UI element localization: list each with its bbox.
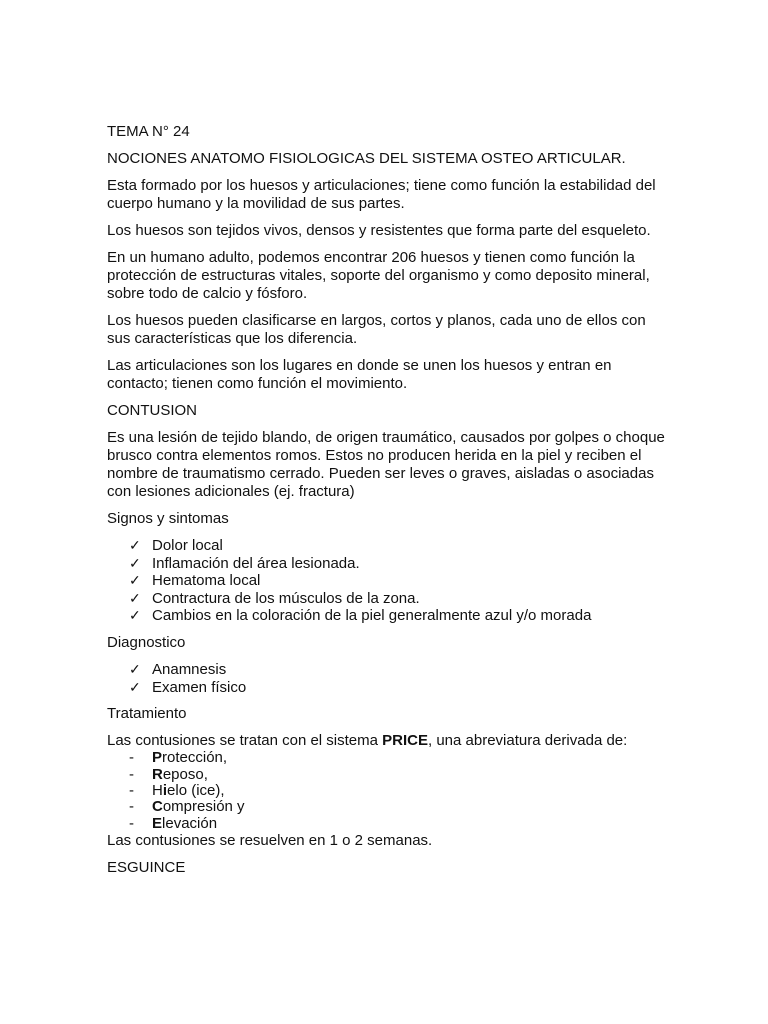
paragraph-price-intro: Las contusiones se tratan con el sistema PRICE, una abreviatura derivada de: xyxy=(107,732,628,750)
price-acronym: PRICE xyxy=(382,732,428,750)
paragraph-joints: Las articulaciones son los lugares en donde se unen los huesos y entran en contacto; tienen como función el movimiento. xyxy=(107,357,612,392)
list-item: - Reposo, xyxy=(129,765,208,783)
paragraph-bones: Los huesos son tejidos vivos, densos y resistentes que forma parte del esqueleto. xyxy=(107,222,651,239)
checkmark-icon: ✓ xyxy=(129,607,141,624)
dash-bullet: - xyxy=(129,814,134,832)
document-page xyxy=(107,123,667,886)
checkmark-icon: ✓ xyxy=(129,678,141,695)
document-title: NOCIONES ANATOMO FISIOLOGICAS DEL SISTEMA OSTEO ARTICULAR. xyxy=(107,150,626,167)
diagnostico-list xyxy=(107,661,667,696)
list-item: ✓ Contractura de los músculos de la zona. xyxy=(129,589,420,607)
subheading-tratamiento: Tratamiento xyxy=(107,705,187,723)
price-list xyxy=(107,750,667,832)
checkmark-icon: ✓ xyxy=(129,554,141,571)
dash-bullet: - xyxy=(129,798,134,816)
signos-list xyxy=(107,537,667,625)
section-heading-contusion: CONTUSION xyxy=(107,402,197,419)
list-item: ✓ Inflamación del área lesionada. xyxy=(129,554,360,572)
paragraph-adult-bones: En un humano adulto, podemos encontrar 206 huesos y tienen como función la protección de estructuras vitales, soporte del organismo y como deposito mineral, sobre todo de calcio y fósforo. xyxy=(107,249,650,302)
subheading-diagnostico: Diagnostico xyxy=(107,633,186,651)
list-item: - Elevación xyxy=(129,814,218,832)
paragraph-intro: Esta formado por los huesos y articulaciones; tiene como función la estabilidad del cuerpo humano y la movilidad de sus partes. xyxy=(107,177,656,212)
paragraph-contusion: Es una lesión de tejido blando, de origen traumático, causados por golpes o choque brusco contra elementos romos. Estos no producen herida en la piel y reciben el nombre de traumatismo cerrado. Pueden ser leves o graves, aisladas o asociadas con lesiones adicionales (ej. fractura) xyxy=(107,429,665,500)
list-item: ✓ Hematoma local xyxy=(129,572,261,590)
subheading-signos: Signos y sintomas xyxy=(107,510,229,527)
paragraph-classification: Los huesos pueden clasificarse en largos, cortos y planos, cada uno de ellos con sus características que los diferencia. xyxy=(107,312,646,347)
checkmark-icon: ✓ xyxy=(129,660,141,677)
list-item: ✓ Examen físico xyxy=(129,678,247,696)
list-item: - Protección, xyxy=(129,749,228,767)
checkmark-icon: ✓ xyxy=(129,589,141,606)
list-item: ✓ Anamnesis xyxy=(129,660,227,678)
list-item: - Hielo (ice), xyxy=(129,781,225,799)
checkmark-icon: ✓ xyxy=(129,572,141,589)
checkmark-icon: ✓ xyxy=(129,537,141,553)
dash-bullet: - xyxy=(129,781,134,799)
list-item: ✓ Cambios en la coloración de la piel generalmente azul y/o morada xyxy=(129,607,592,625)
dash-bullet: - xyxy=(129,765,134,783)
section-heading-esguince: ESGUINCE xyxy=(107,859,186,877)
list-item: ✓ Dolor local xyxy=(129,537,223,554)
dash-bullet: - xyxy=(129,749,134,767)
topic-number: TEMA N° 24 xyxy=(107,123,190,140)
paragraph-resolution: Las contusiones se resuelven en 1 o 2 semanas. xyxy=(107,832,433,850)
list-item: - Compresión y xyxy=(129,798,245,816)
